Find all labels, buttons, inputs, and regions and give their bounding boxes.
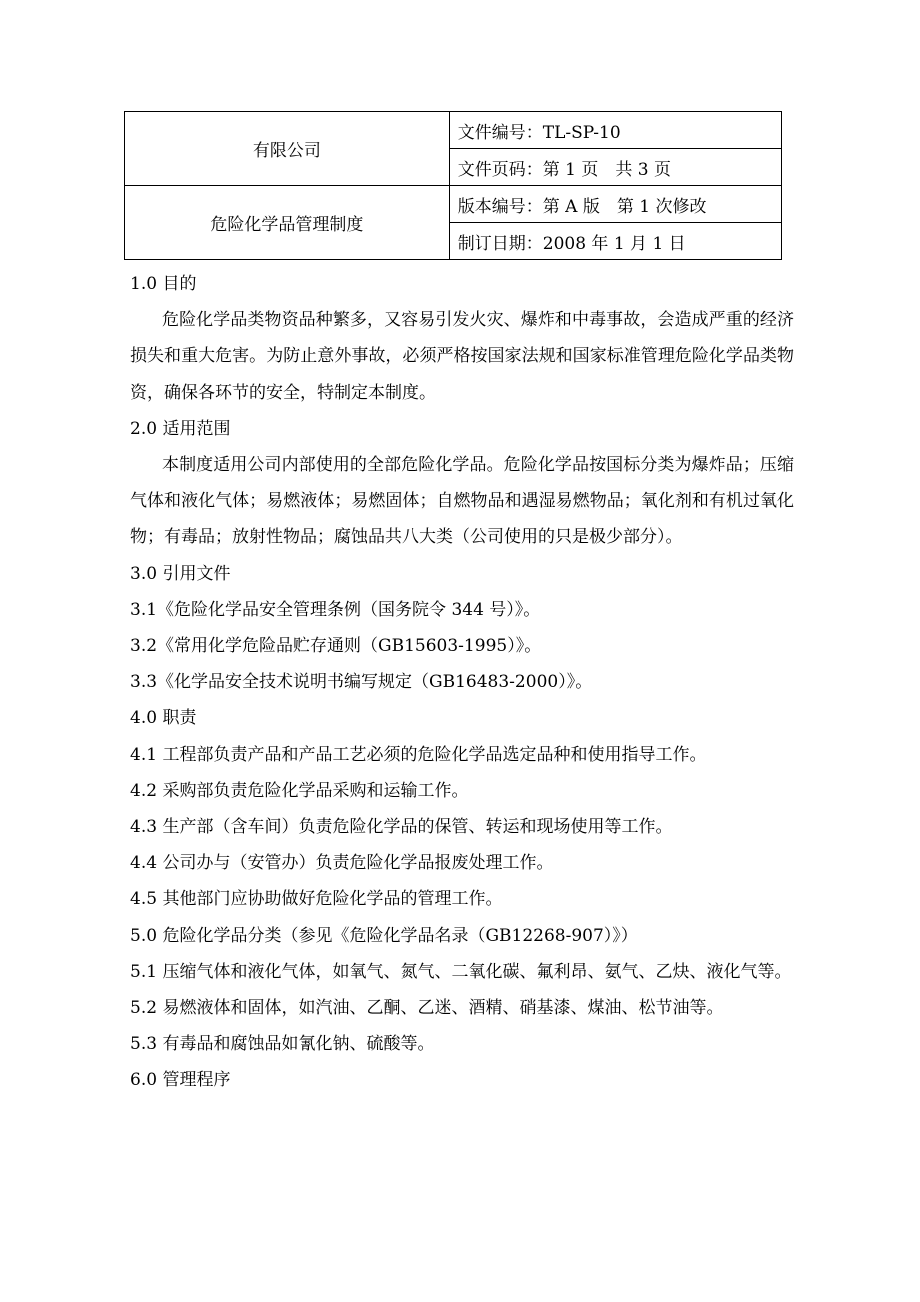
section-heading-references: 3.0 引用文件 bbox=[130, 563, 231, 584]
responsibility-item: 4.1 工程部负责产品和产品工艺必须的危险化学品选定品种和使用指导工作。 bbox=[130, 744, 707, 765]
section-body-scope: 本制度适用公司内部使用的全部危险化学品。危险化学品按国标分类为爆炸品；压缩气体和液化气体；易燃液体；易燃固体；自燃物品和遇湿易燃物品；氧化剂和有机过氧化物；有毒品；放射性物品；腐蚀品共八大类（公司使用的只是极少部分）。 bbox=[130, 455, 794, 548]
responsibility-item: 4.3 生产部（含车间）负责危险化学品的保管、转运和现场使用等工作。 bbox=[130, 817, 673, 838]
classification-item: 5.3 有毒品和腐蚀品如氰化钠、硫酸等。 bbox=[130, 1034, 435, 1055]
page-info-cell: 文件页码：第 1 页 共 3 页 bbox=[449, 149, 781, 186]
reference-item: 3.3《化学品安全技术说明书编写规定（GB16483-2000）》。 bbox=[130, 672, 593, 693]
document-header-table bbox=[124, 111, 782, 260]
responsibility-item: 4.5 其他部门应协助做好危险化学品的管理工作。 bbox=[130, 889, 503, 910]
document-body bbox=[130, 266, 794, 1099]
section-heading-classification: 5.0 危险化学品分类（参见《危险化学品名录（GB12268-907）》） bbox=[130, 925, 638, 946]
version-cell: 版本编号：第 A 版 第 1 次修改 bbox=[449, 186, 781, 223]
reference-item: 3.2《常用化学危险品贮存通则（GB15603-1995）》。 bbox=[130, 636, 542, 657]
classification-item: 5.1 压缩气体和液化气体，如氧气、氮气、二氧化碳、氟利昂、氨气、乙炔、液化气等。 bbox=[130, 961, 792, 982]
revision-date-cell: 制订日期：2008 年 1 月 1 日 bbox=[449, 223, 781, 260]
doc-number-cell: 文件编号：TL-SP-10 bbox=[449, 112, 781, 149]
responsibility-item: 4.2 采购部负责危险化学品采购和运输工作。 bbox=[130, 780, 469, 801]
reference-item: 3.1《危险化学品安全管理条例（国务院令 344 号）》。 bbox=[130, 599, 541, 620]
company-name-cell: 有限公司 bbox=[125, 112, 450, 186]
classification-item: 5.2 易燃液体和固体，如汽油、乙酮、乙迷、酒精、硝基漆、煤油、松节油等。 bbox=[130, 998, 724, 1019]
section-heading-procedure: 6.0 管理程序 bbox=[130, 1070, 231, 1091]
responsibility-item: 4.4 公司办与（安管办）负责危险化学品报废处理工作。 bbox=[130, 853, 554, 874]
section-body-purpose: 危险化学品类物资品种繁多，又容易引发火灾、爆炸和中毒事故，会造成严重的经济损失和重大危害。为防止意外事故，必须严格按国家法规和国家标准管理危险化学品类物资，确保各环节的安全，特制定本制度。 bbox=[130, 310, 794, 403]
document-title-cell: 危险化学品管理制度 bbox=[125, 186, 450, 260]
section-heading-scope: 2.0 适用范围 bbox=[130, 418, 231, 439]
section-heading-responsibilities: 4.0 职责 bbox=[130, 708, 197, 729]
section-heading-purpose: 1.0 目的 bbox=[130, 274, 197, 294]
